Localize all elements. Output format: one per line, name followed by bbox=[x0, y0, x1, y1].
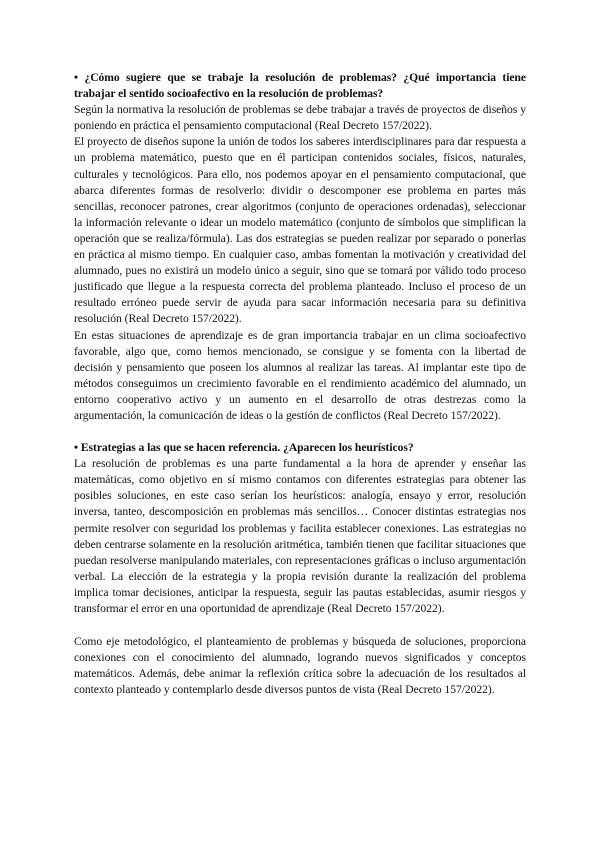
section-spacer bbox=[74, 424, 526, 440]
paragraph-normativa: Según la normativa la resolución de problemas se debe trabajar a través de proyectos de diseños y poniendo en práctica el pensamiento computacional (Real Decreto 157/2022). bbox=[74, 103, 526, 133]
paragraph-clima-socioafectivo: En estas situaciones de aprendizaje es de gran importancia trabajar en un clima socioafectivo favorable, algo que, como hemos mencionado, se consigue y se fomenta con la libertad de decisión y pensamiento que poseen los alumnos al realizar las tareas. Al implantar este tipo de métodos conseguimos un crecimiento favorable en el rendimiento académico del alumnado, un entorno cooperativo activo y un aumento en el desarrollo de otras destrezas como la argumentación, la comunicación de ideas o la gestión de conflictos (Real Decreto 157/2022). bbox=[74, 328, 526, 422]
document-page bbox=[74, 70, 526, 698]
paragraph-spacer bbox=[74, 617, 526, 634]
section-heading-strategies: • Estrategias a las que se hacen referencia. ¿Aparecen los heurísticos? bbox=[74, 441, 414, 455]
paragraph-heuristicos: La resolución de problemas es una parte fundamental a la hora de aprender y enseñar las matemáticas, como objetivo en sí mismo contamos con diferentes estrategias para obtener las posibles soluciones, en este caso serían los heurísticos: analogía, ensayo y error, resolución inversa, tanteo, descomposición en problemas más sencillos… Conocer distintas estrategias nos permite resolver con seguridad los problemas y facilita establecer conexiones. Las estrategias no deben centrarse solamente en la resolución aritmética, también tienen que facilitar situaciones que puedan resolverse manipulando materiales, con representaciones gráficas o incluso argumentación verbal. La elección de la estrategia y la propia revisión durante la realización del problema implica tomar decisiones, anticipar la respuesta, seguir las pautas establecidas, asumir riesgos y transformar el error en una oportunidad de aprendizaje (Real Decreto 157/2022). bbox=[74, 457, 526, 615]
section-heading-problem-solving: • ¿Cómo sugiere que se trabaje la resolución de problemas? ¿Qué importancia tiene trabajar el sentido socioafectivo en la resolución de problemas? bbox=[74, 71, 526, 101]
paragraph-proyecto-disenos: El proyecto de diseños supone la unión de todos los saberes interdisciplinares para dar respuesta a un problema matemático, puesto que en él participan contenidos sociales, físicos, naturales, culturales y tecnológicos. Para ello, nos podemos apoyar en el pensamiento computacional, que abarca diferentes formas de resolverlo: dividir o descomponer ese problema en partes más sencillas, reconocer patrones, crear algoritmos (conjunto de operaciones ordenadas), seleccionar la información relevante o idear un modelo matemático (conjunto de símbolos que simplifican la operación que se realiza/fórmula). Las dos estrategias se pueden realizar por separado o ponerlas en práctica al mismo tiempo. En cualquier caso, ambas fomentan la motivación y creatividad del alumnado, pues no existirá un modelo único a seguir, sino que se tomará por válido todo proceso justificado que llegue a la respuesta correcta del problema planteado. Incluso el proceso de un resultado erróneo puede servir de ayuda para sacar información necesaria para su definitiva resolución (Real Decreto 157/2022). bbox=[74, 135, 526, 326]
paragraph-eje-metodologico: Como eje metodológico, el planteamiento de problemas y búsqueda de soluciones, proporciona conexiones con el conocimiento del alumnado, logrando nuevos significados y conceptos matemáticos. Además, debe animar la reflexión crítica sobre la adecuación de los resultados al contexto planteado y contemplarlo desde diversos puntos de vista (Real Decreto 157/2022). bbox=[74, 635, 526, 697]
